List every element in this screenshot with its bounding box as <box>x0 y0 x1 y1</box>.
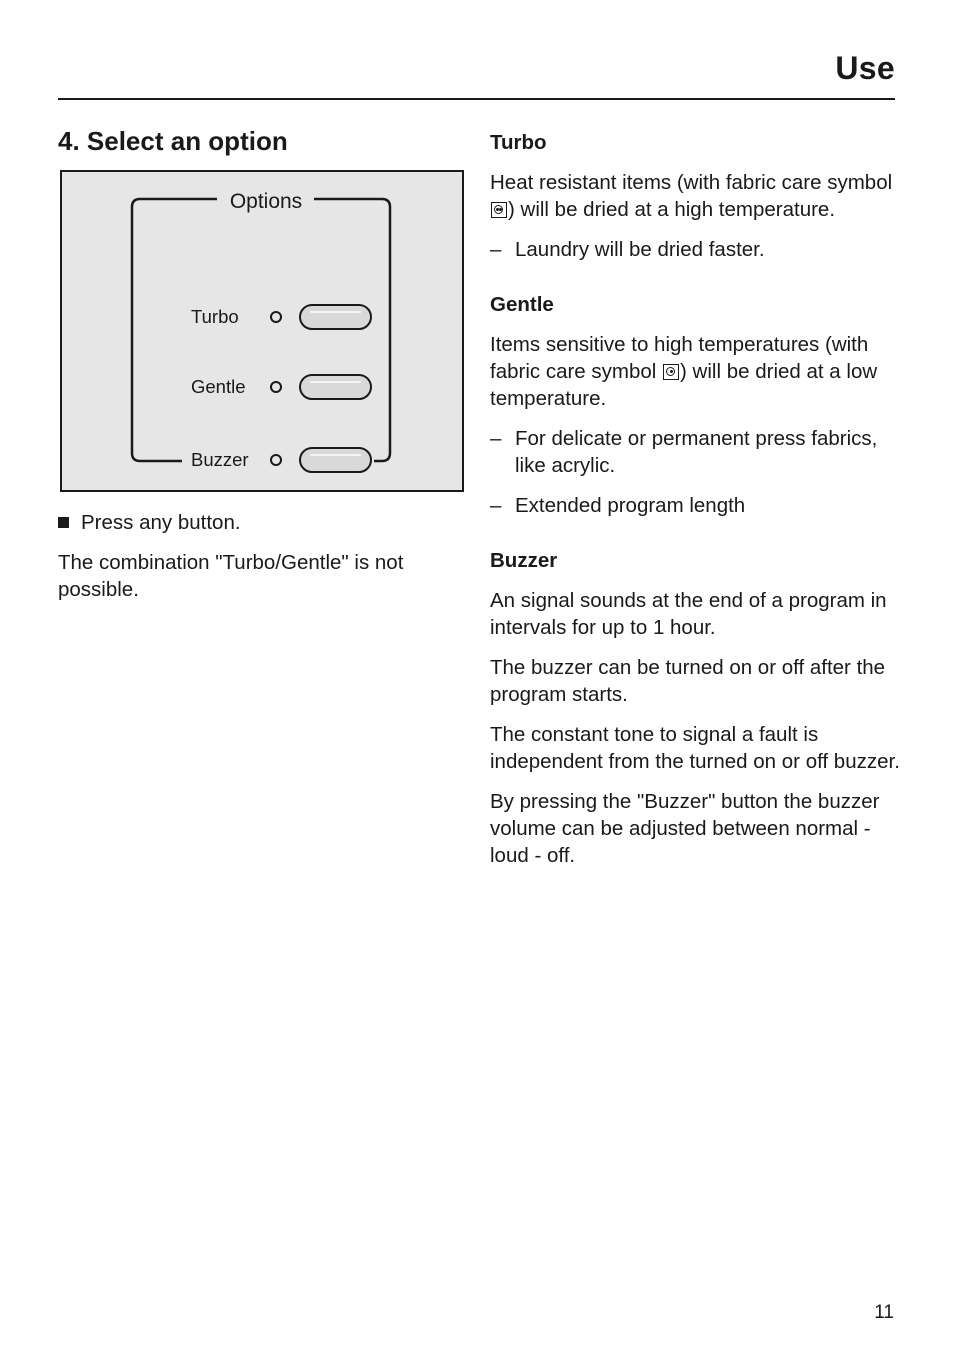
turbo-dash-item <box>490 236 900 263</box>
buzzer-paragraph: The buzzer can be turned on or off after the program starts. <box>490 656 886 706</box>
page-number: 11 <box>874 1302 894 1323</box>
options-frame-label: Options <box>229 190 303 213</box>
right-column <box>490 129 900 882</box>
options-frame-left <box>132 199 217 461</box>
turbo-heading: Turbo <box>490 131 547 154</box>
buzzer-button[interactable] <box>300 448 371 472</box>
dash-bullet-icon: – <box>490 427 502 450</box>
option-label-turbo: Turbo <box>191 306 239 327</box>
buzzer-paragraph: An signal sounds at the end of a program in intervals for up to 1 hour. <box>490 589 887 639</box>
dash-bullet-icon: – <box>490 494 502 517</box>
section-title: 4. Select an option <box>58 126 288 156</box>
buzzer-paragraph: By pressing the "Buzzer" button the buzzer volume can be adjusted between normal - loud - off. <box>490 790 880 867</box>
instruction-note: The combination "Turbo/Gentle" is not possible. <box>58 551 404 601</box>
instruction-step-text: Press any button. <box>81 511 241 534</box>
square-bullet-icon <box>58 517 69 528</box>
gentle-dash-text: For delicate or permanent press fabrics, like acrylic. <box>515 427 878 477</box>
instructions <box>58 509 458 603</box>
turbo-description-part2: ) will be dried at a high temperature. <box>508 198 836 221</box>
dash-bullet-icon: – <box>490 238 502 261</box>
left-column <box>58 124 458 158</box>
instruction-step <box>58 509 458 536</box>
options-panel-illustration <box>60 170 464 492</box>
gentle-dash-item <box>490 425 900 479</box>
turbo-dash-text: Laundry will be dried faster. <box>515 238 765 261</box>
turbo-description <box>490 169 900 223</box>
buzzer-indicator-led <box>271 455 281 465</box>
page-header-title: Use <box>835 50 895 86</box>
gentle-heading: Gentle <box>490 293 554 316</box>
header-rule <box>58 98 895 100</box>
option-label-buzzer: Buzzer <box>191 449 249 470</box>
turbo-button[interactable] <box>300 305 371 329</box>
gentle-button[interactable] <box>300 375 371 399</box>
gentle-dash-text: Extended program length <box>515 494 746 517</box>
turbo-indicator-led <box>271 312 281 322</box>
gentle-indicator-led <box>271 382 281 392</box>
gentle-description-part1: Items sensitive to high temperatures (with fabric care symbol <box>490 333 869 383</box>
gentle-description-part2: ) will be dried at a low temperature. <box>490 360 878 410</box>
options-panel-drawing <box>62 172 462 490</box>
gentle-dash-item <box>490 492 900 519</box>
buzzer-paragraph: The constant tone to signal a fault is independent from the turned on or off buzzer. <box>490 723 900 773</box>
fabric-care-dryer-low-heat-icon <box>663 364 679 380</box>
fabric-care-dryer-high-heat-icon <box>491 202 507 218</box>
buzzer-heading: Buzzer <box>490 549 558 572</box>
gentle-description <box>490 331 900 412</box>
option-label-gentle: Gentle <box>191 376 246 397</box>
turbo-description-part1: Heat resistant items (with fabric care symbol <box>490 171 893 194</box>
